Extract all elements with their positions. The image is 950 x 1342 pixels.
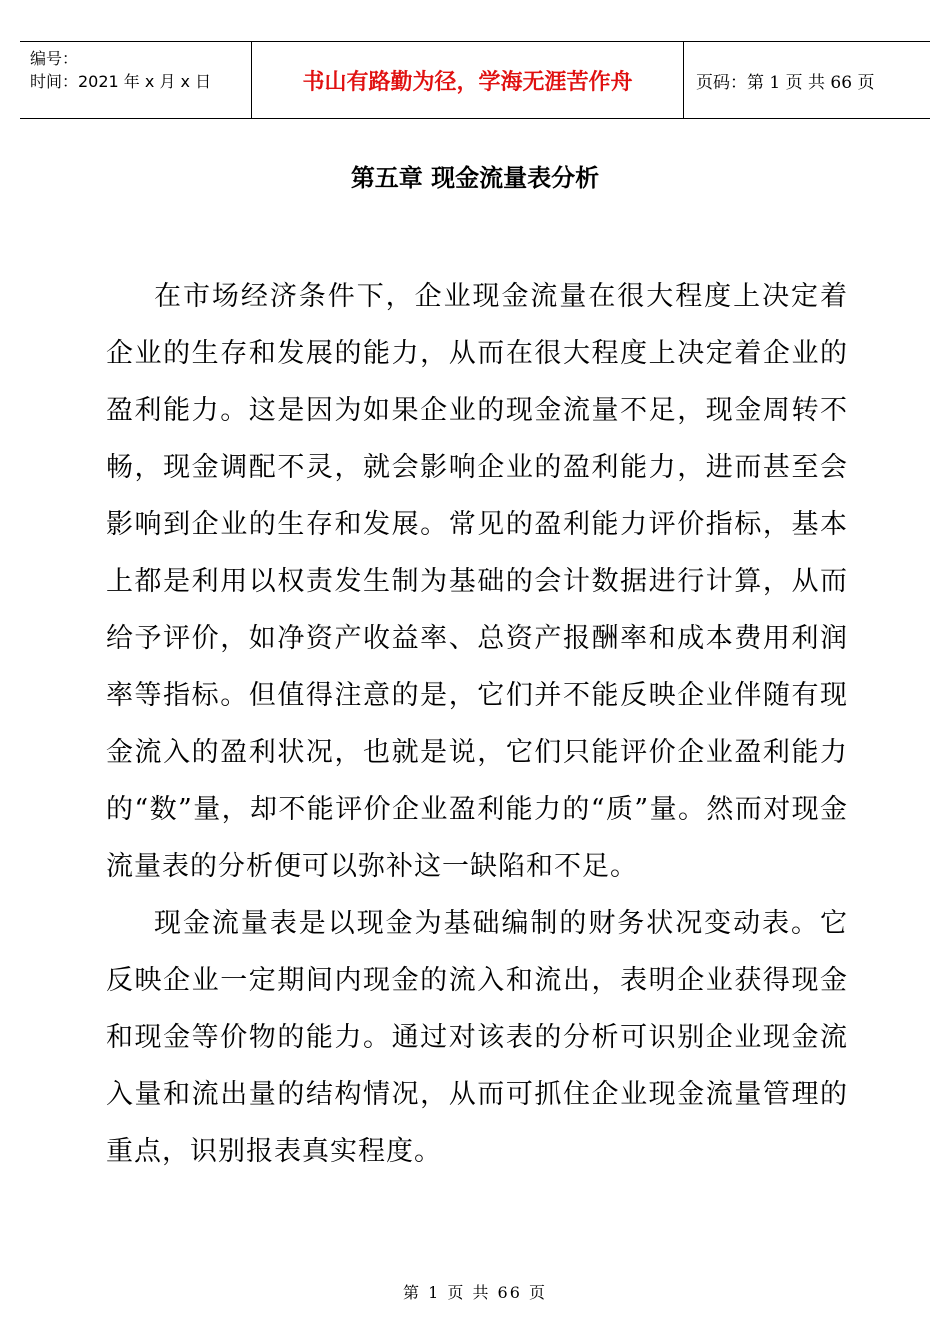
page-header <box>20 41 930 119</box>
page-footer: 第 1 页 共 66 页 <box>403 1283 547 1302</box>
chapter-title: 第五章 现金流量表分析 <box>350 163 600 192</box>
paragraph: 在市场经济条件下，企业现金流量在很大程度上决定着企业的生存和发展的能力，从而在很大程度上决定着企业的盈利能力。这是因为如果企业的现金流量不足，现金周转不畅，现金调配不灵，就会影响企业的盈利能力，进而甚至会影响到企业的生存和发展。常见的盈利能力评价指标，基本上都是利用以权责发生制为基础的会计数据进行计算，从而给予评价，如净资产收益率、总资产报酬率和成本费用利润率等指标。但值得注意的是，它们并不能反映企业伴随有现金流入的盈利状况，也就是说，它们只能评价企业盈利能力的“数”量，却不能评价企业盈利能力的“质”量。然而对现金流量表的分析便可以弥补这一缺陷和不足。 <box>106 281 848 882</box>
document-body <box>106 268 848 1180</box>
header-meta <box>20 42 252 118</box>
document-time-label: 时间：2021 年 x 月 x 日 <box>30 72 212 91</box>
paragraph: 现金流量表是以现金为基础编制的财务状况变动表。它反映企业一定期间内现金的流入和流出，表明企业获得现金和现金等价物的能力。通过对该表的分析可识别企业现金流入量和流出量的结构情况，从而可抓住企业现金流量管理的重点，识别报表真实程度。 <box>106 908 848 1167</box>
document-number-label: 编号： <box>30 49 79 68</box>
header-motto: 书山有路勤为径，学海无涯苦作舟 <box>252 42 684 118</box>
header-page-info: 页码：第 1 页 共 66 页 <box>696 72 875 93</box>
